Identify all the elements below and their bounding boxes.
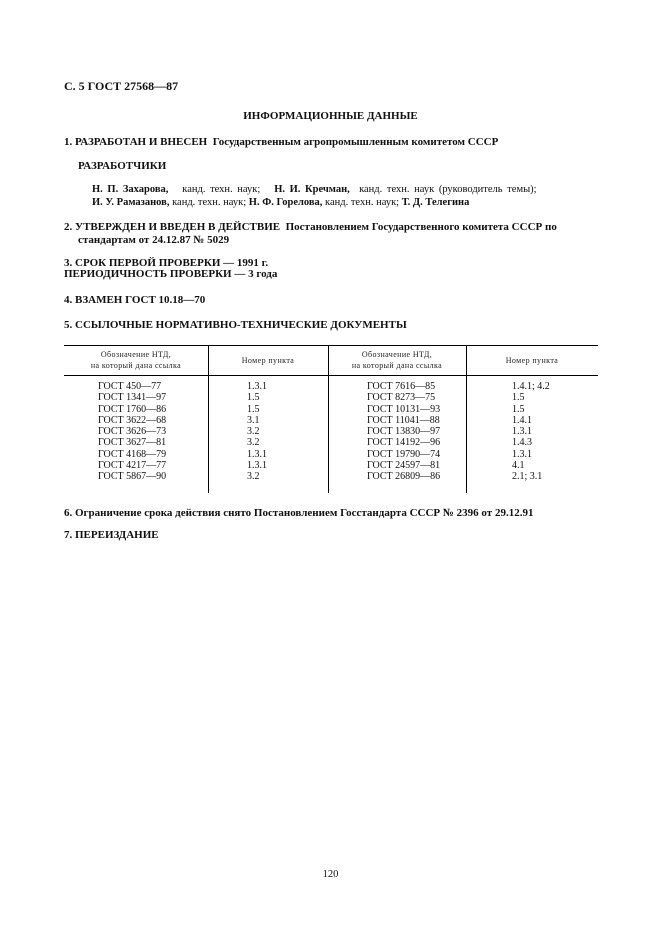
section-2: [64, 221, 557, 233]
column-header-line: на который дана ссылка: [90, 361, 182, 370]
page-number: 120: [322, 869, 339, 880]
table-cell-item: 1.3.1: [512, 448, 532, 460]
column-header-line: на который дана ссылка: [351, 361, 443, 370]
developer-degree: канд. техн. наук;: [172, 197, 247, 208]
section-3-line-1: 3. СРОК ПЕРВОЙ ПРОВЕРКИ — 1991 г.: [64, 257, 269, 269]
section-6: 6. Ограничение срока действия снято Постановлением Госстандарта СССР № 2396 от 29.12.91: [64, 507, 534, 519]
table-cell-doc: ГОСТ 26809—86: [367, 471, 441, 483]
table-divider: [466, 345, 467, 493]
section-3-line-2: ПЕРИОДИЧНОСТЬ ПРОВЕРКИ — 3 года: [64, 268, 278, 280]
table-cell-doc: ГОСТ 4217—77: [98, 460, 167, 472]
section-5: 5. ССЫЛОЧНЫЕ НОРМАТИВНО-ТЕХНИЧЕСКИЕ ДОКУМЕНТЫ: [64, 319, 407, 331]
developer-name: И. У. Рамазанов,: [92, 197, 170, 208]
table-cell-doc: ГОСТ 19790—74: [367, 448, 441, 460]
column-header-item: Номер пункта: [505, 356, 559, 365]
table-cell-item: 1.3.1: [247, 381, 267, 392]
table-cell-doc: ГОСТ 14192—96: [367, 437, 441, 449]
table-cell-item: 1.5: [512, 392, 525, 404]
table-cell-item: 3.2: [247, 426, 260, 438]
developers-heading: РАЗРАБОТЧИКИ: [78, 160, 167, 172]
table-cell-item: 1.5: [247, 403, 260, 415]
table-divider: [208, 345, 209, 493]
section-1-text: Государственным агропромышленным комитетом СССР: [212, 136, 499, 148]
section-1: [64, 136, 498, 148]
developer-degree: канд. техн. наук;: [182, 184, 261, 195]
developers-line-1: [92, 184, 537, 195]
table-cell-doc: ГОСТ 5867—90: [98, 471, 167, 483]
column-header-line: Обозначение НТД,: [100, 350, 172, 359]
table-cell-item: 1.3.1: [247, 460, 267, 472]
developer-degree: канд. техн. наук;: [325, 197, 400, 208]
table-cell-doc: ГОСТ 3626—73: [98, 426, 167, 438]
table-cell-item: 1.3.1: [512, 426, 532, 438]
table-cell-item: 1.5: [512, 403, 525, 415]
table-cell-item: 1.5: [247, 392, 260, 404]
table-cell-doc: ГОСТ 11041—88: [367, 414, 440, 426]
table-cell-doc: ГОСТ 10131—93: [367, 403, 441, 415]
developers-line-2: [92, 197, 469, 208]
section-2-text: Постановлением Государственного комитета СССР по: [285, 221, 557, 233]
left-item-column: [247, 381, 267, 483]
table-cell-doc: ГОСТ 7616—85: [367, 381, 436, 392]
section-1-lead: 1. РАЗРАБОТАН И ВНЕСЕН: [64, 136, 208, 148]
document-title: ИНФОРМАЦИОННЫЕ ДАННЫЕ: [243, 110, 418, 122]
developer-name: Н. Ф. Горелова,: [248, 197, 323, 208]
table-cell-item: 4.1: [512, 460, 525, 472]
table-cell-doc: ГОСТ 24597—81: [367, 460, 441, 472]
table-cell-doc: ГОСТ 13830—97: [367, 426, 441, 438]
section-4: 4. ВЗАМЕН ГОСТ 10.18—70: [64, 294, 206, 306]
table-cell-item: 1.4.3: [512, 437, 532, 449]
table-cell-doc: ГОСТ 8273—75: [367, 392, 436, 404]
developer-degree: канд. техн. наук (руководитель темы);: [359, 184, 537, 195]
table-cell-doc: ГОСТ 4168—79: [98, 448, 167, 460]
developer-name: Н. П. Захарова,: [92, 184, 169, 195]
table-cell-doc: ГОСТ 3627—81: [98, 437, 167, 449]
section-7: 7. ПЕРЕИЗДАНИЕ: [64, 529, 159, 541]
table-cell-item: 1.3.1: [247, 448, 267, 460]
table-cell-item: 3.1: [247, 414, 260, 426]
right-item-column: [512, 381, 550, 483]
table-cell-item: 2.1; 3.1: [512, 471, 543, 483]
table-header-rule: [64, 375, 598, 376]
column-header-document: [328, 349, 466, 371]
left-doc-column: [98, 381, 166, 483]
running-header: С. 5 ГОСТ 27568—87: [64, 79, 179, 93]
table-cell-doc: ГОСТ 1760—86: [98, 403, 167, 415]
section-2-lead: 2. УТВЕРЖДЕН И ВВЕДЕН В ДЕЙСТВИЕ: [64, 221, 281, 233]
table-cell-item: 3.2: [247, 437, 260, 449]
section-2-line-2: стандартам от 24.12.87 № 5029: [78, 234, 230, 246]
column-header-document: [64, 349, 208, 371]
right-doc-column: [367, 381, 440, 483]
table-cell-doc: ГОСТ 1341—97: [98, 392, 167, 404]
table-cell-doc: ГОСТ 3622—68: [98, 414, 167, 426]
developer-name: Н. И. Кречман,: [274, 184, 350, 195]
developer-name: Т. Д. Телегина: [401, 197, 470, 208]
table-cell-item: 1.4.1; 4.2: [512, 381, 550, 392]
table-cell-doc: ГОСТ 450—77: [98, 381, 162, 392]
column-header-line: Обозначение НТД,: [361, 350, 433, 359]
table-cell-item: 1.4.1: [512, 414, 532, 426]
column-header-item: Номер пункта: [241, 356, 295, 365]
table-top-rule: [64, 345, 598, 346]
table-cell-item: 3.2: [247, 471, 260, 483]
